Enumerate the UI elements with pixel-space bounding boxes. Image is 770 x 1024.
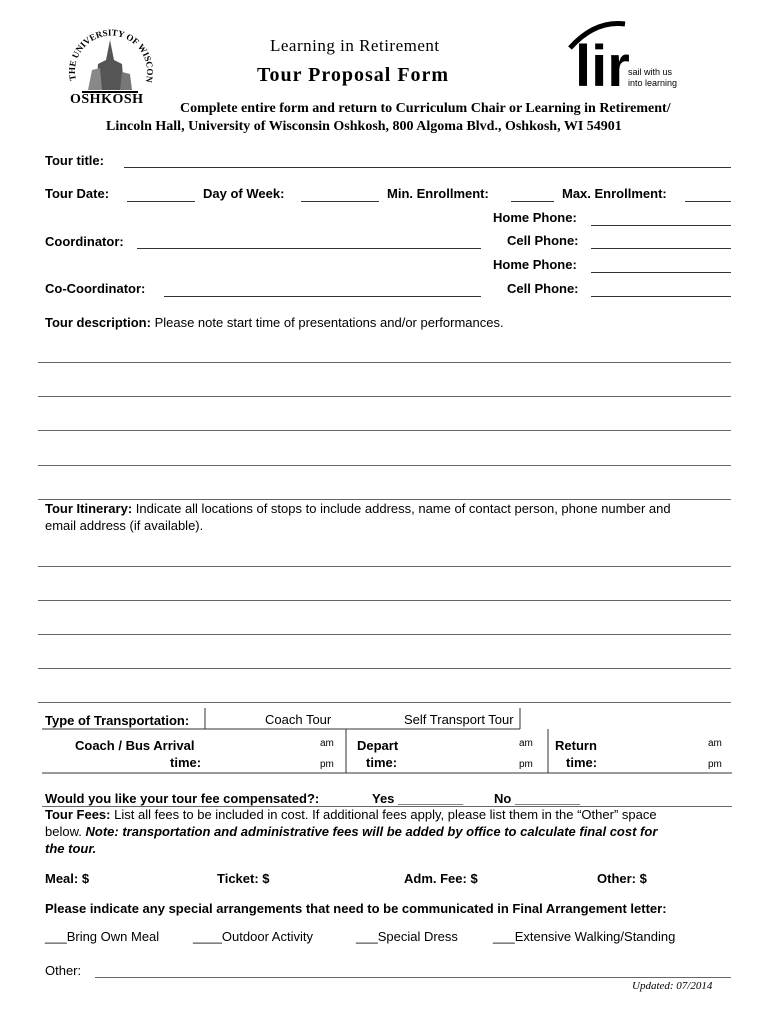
tour-itinerary-hint-1: Indicate all locations of stops to include address, name of contact person, phone number and <box>135 501 671 516</box>
co-coordinator-field[interactable] <box>164 296 481 297</box>
arrival-am[interactable]: am <box>320 738 334 749</box>
form-subtitle: Learning in Retirement <box>270 36 440 55</box>
return-label-1: Return <box>555 738 597 753</box>
description-line-3[interactable] <box>38 430 731 431</box>
itinerary-line-5[interactable] <box>38 702 731 703</box>
tour-date-field[interactable] <box>127 201 195 202</box>
arrival-pm[interactable]: pm <box>320 759 334 770</box>
other-label: Other: <box>45 963 82 978</box>
option-bring-own-meal[interactable]: ___Bring Own Meal <box>45 929 160 944</box>
transportation-type-label: Type of Transportation: <box>45 713 190 728</box>
home-phone-field-1[interactable] <box>591 225 731 226</box>
tour-description <box>45 315 504 330</box>
home-phone-label-2: Home Phone: <box>493 257 577 272</box>
tour-title-label: Tour title: <box>45 153 104 168</box>
tour-fees-note-text: Note: transportation and administrative fees will be added by office to calculate final cost for <box>85 824 658 839</box>
ticket-fee-label[interactable]: Ticket: $ <box>217 871 270 886</box>
tour-itinerary <box>45 501 735 516</box>
coach-tour-option[interactable]: Coach Tour <box>265 712 332 727</box>
description-line-1[interactable] <box>38 362 731 363</box>
tour-fees-hint: List all fees to be included in cost. If additional fees apply, please list them in the “Other” space <box>114 807 657 822</box>
logo-tagline-2: into learning <box>628 78 678 88</box>
tour-fees-note <box>45 824 735 839</box>
depart-label-2: time: <box>366 755 398 770</box>
coordinator-label: Coordinator: <box>45 234 124 249</box>
svg-text:lir: lir <box>575 34 630 98</box>
self-transport-option[interactable]: Self Transport Tour <box>404 712 514 727</box>
depart-pm[interactable]: pm <box>519 759 533 770</box>
option-special-dress[interactable]: ___Special Dress <box>356 929 458 944</box>
itinerary-line-2[interactable] <box>38 600 731 601</box>
special-arrangements-prompt: Please indicate any special arrangements that need to be communicated in Final Arrangement letter: <box>45 901 667 916</box>
fee-compensated-no[interactable]: No _________ <box>494 791 581 806</box>
tour-description-hint: Please note start time of presentations and/or performances. <box>154 315 504 330</box>
meal-fee-label[interactable]: Meal: $ <box>45 871 90 886</box>
fee-compensated-question: Would you like your tour fee compensated?: <box>45 791 320 806</box>
coordinator-field[interactable] <box>137 248 481 249</box>
min-enrollment-label: Min. Enrollment: <box>387 186 489 201</box>
min-enrollment-field[interactable] <box>511 201 554 202</box>
tour-itinerary-label: Tour Itinerary: <box>45 501 133 516</box>
adm-fee-label[interactable]: Adm. Fee: $ <box>404 871 478 886</box>
home-phone-field-2[interactable] <box>591 272 731 273</box>
max-enrollment-label: Max. Enrollment: <box>562 186 667 201</box>
tour-description-label: Tour description: <box>45 315 151 330</box>
instructions-line-2: Lincoln Hall, University of Wisconsin Oshkosh, 800 Algoma Blvd., Oshkosh, WI 54901 <box>106 119 622 134</box>
instructions-line-1: Complete entire form and return to Curriculum Chair or Learning in Retirement/ <box>180 101 671 116</box>
option-extensive-walking[interactable]: ___Extensive Walking/Standing <box>493 929 676 944</box>
itinerary-line-1[interactable] <box>38 566 731 567</box>
svg-text:THE UNIVERSITY OF WISCONSIN: THE UNIVERSITY OF WISCON <box>66 27 156 84</box>
co-coordinator-label: Co-Coordinator: <box>45 281 146 296</box>
tour-fees-note-2: the tour. <box>45 841 97 856</box>
cell-phone-label-1: Cell Phone: <box>507 233 579 248</box>
description-line-2[interactable] <box>38 396 731 397</box>
tour-fees-label: Tour Fees: <box>45 807 111 822</box>
option-outdoor-activity[interactable]: ____Outdoor Activity <box>193 929 313 944</box>
logo-tagline-1: sail with us <box>628 67 673 77</box>
description-line-4[interactable] <box>38 465 731 466</box>
depart-am[interactable]: am <box>519 738 533 749</box>
description-line-5[interactable] <box>38 499 731 500</box>
home-phone-label-1: Home Phone: <box>493 210 577 225</box>
fee-compensated-yes[interactable]: Yes _________ <box>372 791 464 806</box>
tour-title-field[interactable] <box>124 167 731 168</box>
seal-oshkosh: OSHKOSH <box>70 92 144 107</box>
day-of-week-label: Day of Week: <box>203 186 285 201</box>
return-label-2: time: <box>566 755 598 770</box>
depart-label-1: Depart <box>357 738 399 753</box>
cell-phone-label-2: Cell Phone: <box>507 281 579 296</box>
cell-phone-field-1[interactable] <box>591 248 731 249</box>
itinerary-line-4[interactable] <box>38 668 731 669</box>
itinerary-line-3[interactable] <box>38 634 731 635</box>
other-fee-label[interactable]: Other: $ <box>597 871 647 886</box>
cell-phone-field-2[interactable] <box>591 296 731 297</box>
arrival-label-2: time: <box>170 755 202 770</box>
max-enrollment-field[interactable] <box>685 201 731 202</box>
form-title: Tour Proposal Form <box>257 64 450 86</box>
day-of-week-field[interactable] <box>301 201 379 202</box>
other-field[interactable] <box>95 977 731 978</box>
return-am[interactable]: am <box>708 738 722 749</box>
tour-itinerary-hint-2: email address (if available). <box>45 518 204 533</box>
tour-fees <box>45 807 735 822</box>
tour-date-label: Tour Date: <box>45 186 110 201</box>
updated-date: Updated: 07/2014 <box>632 980 713 992</box>
arrival-label-1: Coach / Bus Arrival <box>75 738 195 753</box>
return-pm[interactable]: pm <box>708 759 722 770</box>
tour-fees-below: below. <box>45 824 82 839</box>
